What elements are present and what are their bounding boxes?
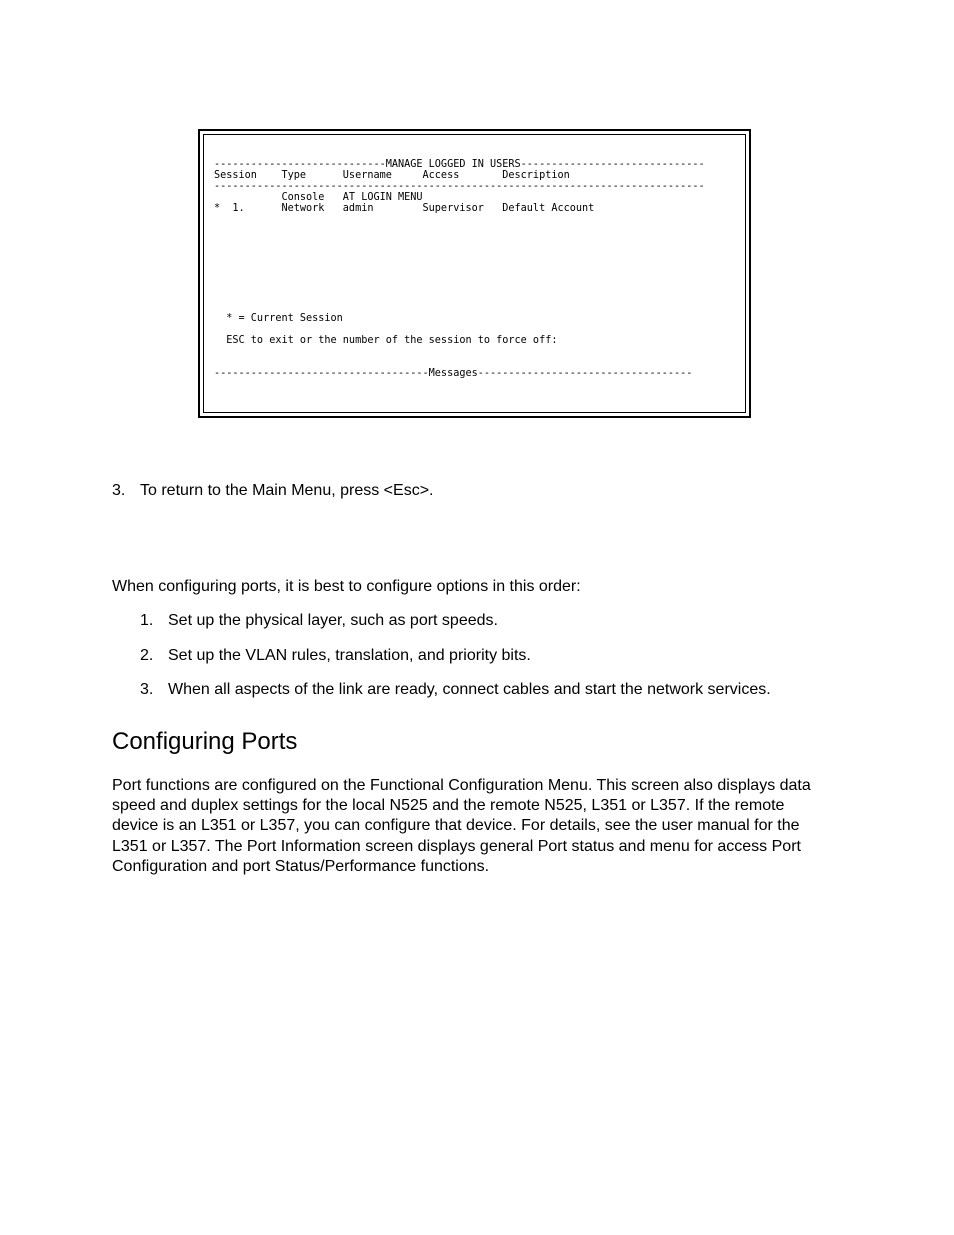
terminal-screen bbox=[214, 159, 705, 379]
list-item-number: 2. bbox=[140, 646, 154, 664]
terminal-line bbox=[214, 225, 705, 236]
terminal-line: ----------------------------MANAGE LOGGED IN USERS------------------------------ bbox=[214, 159, 705, 170]
list-item-text: Set up the VLAN rules, translation, and priority bits. bbox=[168, 646, 531, 664]
step-return-main-menu bbox=[112, 481, 433, 501]
terminal-line bbox=[214, 258, 705, 269]
list-item bbox=[140, 680, 771, 715]
section-heading: Configuring Ports bbox=[112, 728, 298, 755]
terminal-line bbox=[214, 302, 705, 313]
terminal-line bbox=[214, 269, 705, 280]
step-number: 3. bbox=[112, 482, 126, 499]
terminal-line bbox=[214, 346, 705, 357]
terminal-line: * = Current Session bbox=[214, 313, 343, 324]
list-item-number: 1. bbox=[140, 612, 154, 629]
intro-paragraph: When configuring ports, it is best to configure options in this order: bbox=[112, 578, 581, 595]
terminal-line: Console AT LOGIN MENU bbox=[214, 192, 423, 203]
configuration-order-list bbox=[140, 611, 771, 715]
terminal-line: * 1. Network admin Supervisor Default Account bbox=[214, 203, 595, 214]
list-item bbox=[140, 611, 771, 646]
terminal-line bbox=[214, 291, 705, 302]
list-item bbox=[140, 646, 771, 681]
terminal-line bbox=[214, 236, 705, 247]
list-item-number: 3. bbox=[140, 681, 154, 698]
terminal-line: Session Type Username Access Description bbox=[214, 170, 570, 181]
terminal-line: ESC to exit or the number of the session to force off: bbox=[214, 335, 558, 346]
section-body-paragraph: Port functions are configured on the Functional Configuration Menu. This screen also displays data speed and duplex settings for the local N525 and the remote N525, L351 or L357. If the remote device is an L351 or L357, you can configure that device. For details, see the user manual for the L351 or L357. The Port Information screen displays general Port status and menu for access Port Configuration and port Status/Performance functions. bbox=[112, 777, 811, 875]
terminal-line bbox=[214, 357, 705, 368]
list-item-text: When all aspects of the link are ready, connect cables and start the network services. bbox=[168, 681, 771, 698]
terminal-line bbox=[214, 324, 705, 335]
terminal-line bbox=[214, 214, 705, 225]
list-item-text: Set up the physical layer, such as port speeds. bbox=[168, 612, 498, 629]
terminal-line bbox=[214, 247, 705, 258]
step-text: To return to the Main Menu, press <Esc>. bbox=[140, 482, 434, 499]
terminal-line: -----------------------------------Messages----------------------------------- bbox=[214, 368, 693, 379]
terminal-line bbox=[214, 280, 705, 291]
terminal-line: -------------------------------------------------------------------------------- bbox=[214, 181, 705, 192]
